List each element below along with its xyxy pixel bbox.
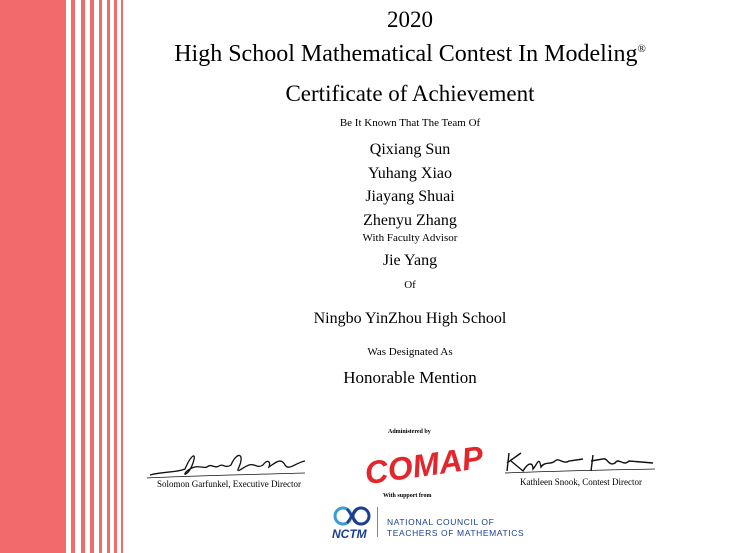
- border-stripe: [71, 0, 75, 553]
- border-stripe: [0, 0, 66, 553]
- team-member: Qixiang Sun: [369, 141, 451, 158]
- contest-name-text: High School Mathematical Contest In Modeling: [174, 41, 638, 67]
- team-member: Zhenyu Zhang: [363, 211, 457, 229]
- nctm-full-name: [387, 517, 524, 539]
- nctm-name-line2: TEACHERS OF MATHEMATICS: [387, 528, 525, 538]
- advisor-name: Jie Yang: [382, 252, 438, 269]
- certificate-title: Certificate of Achievement: [285, 81, 535, 106]
- administered-by-label: Administered by: [388, 429, 431, 435]
- support-label: With support from: [383, 493, 432, 499]
- decorative-border-stripes: [0, 0, 125, 553]
- team-members-list: [125, 138, 695, 232]
- border-stripe: [121, 0, 123, 553]
- border-stripe: [81, 0, 85, 553]
- team-intro: Be It Known That The Team Of: [339, 117, 481, 129]
- registered-mark: ®: [637, 43, 646, 55]
- comap-logo: [360, 438, 486, 492]
- contest-director-signature: [503, 447, 658, 479]
- left-signature-caption: Solomon Garfunkel, Executive Director: [157, 479, 301, 489]
- award-designation: Honorable Mention: [343, 368, 477, 387]
- border-stripe: [90, 0, 94, 553]
- border-stripe: [107, 0, 110, 553]
- of-label: Of: [404, 279, 416, 291]
- certificate-year: 2020: [387, 7, 433, 32]
- nctm-separator: [377, 507, 378, 537]
- border-stripe: [114, 0, 117, 553]
- nctm-abbrev: NCTM: [332, 527, 367, 541]
- border-stripe: [99, 0, 102, 553]
- advisor-label: With Faculty Advisor: [362, 232, 458, 244]
- team-member: Yuhang Xiao: [368, 164, 452, 182]
- nctm-name-line1: NATIONAL COUNCIL OF: [387, 517, 495, 527]
- designation-label: Was Designated As: [367, 346, 453, 358]
- team-member: Jiayang Shuai: [365, 188, 455, 205]
- school-name: Ningbo YinZhou High School: [313, 310, 507, 327]
- nctm-mark-icon: [330, 505, 374, 527]
- contest-name: [125, 41, 695, 68]
- comap-logo-text: COMAP: [362, 438, 486, 492]
- right-signature-caption: Kathleen Snook, Contest Director: [520, 477, 642, 487]
